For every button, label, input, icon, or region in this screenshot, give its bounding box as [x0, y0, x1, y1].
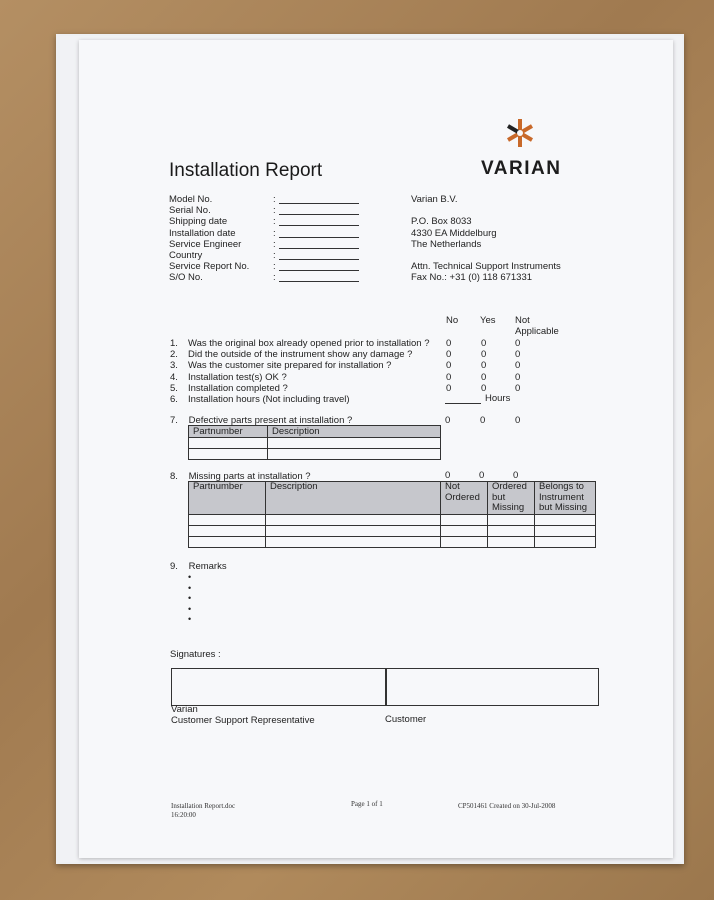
- list-item[interactable]: •: [188, 572, 192, 582]
- header-not-applicable-line2: Applicable: [515, 326, 559, 338]
- varian-logo-icon: [503, 116, 537, 150]
- option-mark[interactable]: 0: [445, 415, 451, 426]
- hours-fill-line[interactable]: [445, 403, 481, 404]
- question-item: [170, 360, 570, 371]
- question-number: 8.: [170, 471, 178, 482]
- table-cell[interactable]: [189, 449, 268, 460]
- question-text: Was the customer site prepared for installation ?: [188, 360, 392, 372]
- column-header-not-ordered: [441, 482, 488, 515]
- table-cell[interactable]: [266, 526, 441, 537]
- column-header-partnumber: Partnumber: [189, 426, 268, 438]
- option-mark[interactable]: 0: [446, 371, 452, 383]
- option-column-no: [446, 338, 451, 394]
- header-line: Not: [445, 481, 460, 492]
- address-company: Varian B.V.: [411, 194, 458, 205]
- option-mark[interactable]: 0: [481, 371, 487, 383]
- address-po-box: P.O. Box 8033: [411, 216, 472, 228]
- option-mark[interactable]: 0: [446, 338, 452, 349]
- company-address: [411, 194, 561, 284]
- table-cell[interactable]: [189, 526, 266, 537]
- table-cell[interactable]: [441, 526, 488, 537]
- question-number: 9.: [170, 561, 178, 572]
- table-cell[interactable]: [189, 438, 268, 449]
- table-cell[interactable]: [488, 515, 535, 526]
- header-line: Ordered: [445, 491, 480, 503]
- footer-filename: Installation Report.doc: [171, 802, 236, 810]
- field-label: Service Engineer: [169, 238, 242, 250]
- question-number: 1.: [170, 338, 178, 349]
- option-mark[interactable]: 0: [481, 360, 487, 372]
- address-fax: Fax No.: +31 (0) 118 671331: [411, 272, 533, 284]
- missing-parts-table: [188, 481, 596, 548]
- field-label: Country: [169, 249, 203, 261]
- option-mark[interactable]: 0: [515, 415, 521, 426]
- header-no: No: [446, 315, 459, 326]
- question-number: 5.: [170, 382, 178, 394]
- table-row: [189, 537, 596, 548]
- list-item[interactable]: •: [188, 614, 192, 625]
- fill-line[interactable]: [279, 203, 359, 204]
- signature-box-customer[interactable]: [385, 668, 599, 706]
- option-mark[interactable]: 0: [481, 338, 487, 349]
- column-header-partnumber: Partnumber: [189, 482, 266, 515]
- field-label: S/O No.: [169, 272, 203, 284]
- remarks-list: [188, 572, 191, 625]
- header-line: Ordered: [492, 481, 527, 492]
- question-item: [170, 338, 570, 349]
- question-text: Was the original box already opened prior to installation ?: [188, 338, 430, 349]
- option-mark[interactable]: 0: [515, 371, 521, 383]
- table-cell[interactable]: [441, 515, 488, 526]
- fill-line[interactable]: [279, 225, 359, 226]
- field-installation-date: Installation date :: [169, 228, 369, 239]
- field-label: Installation date: [169, 227, 236, 239]
- question-number: 4.: [170, 371, 178, 383]
- table-header-row: [189, 482, 596, 515]
- field-so-no: S/O No. :: [169, 272, 369, 283]
- remarks-heading: [170, 561, 227, 572]
- option-mark[interactable]: 0: [446, 360, 452, 372]
- option-mark[interactable]: 0: [515, 338, 521, 349]
- field-label: Serial No.: [169, 205, 211, 217]
- option-mark[interactable]: 0: [480, 415, 486, 426]
- question-number: 3.: [170, 360, 178, 372]
- option-column-yes: [481, 338, 486, 394]
- table-cell[interactable]: [189, 537, 266, 548]
- table-cell[interactable]: [266, 515, 441, 526]
- list-item[interactable]: •: [188, 593, 192, 604]
- header-line: Missing: [492, 502, 525, 514]
- table-row: [189, 515, 596, 526]
- column-header-description: Description: [268, 426, 441, 438]
- field-label: Shipping date: [169, 216, 228, 228]
- table-cell[interactable]: [535, 526, 596, 537]
- fill-line[interactable]: [279, 281, 359, 282]
- question-text: Missing parts at installation ?: [188, 471, 311, 482]
- table-row: [189, 438, 441, 449]
- address-country: The Netherlands: [411, 238, 482, 250]
- option-mark[interactable]: 0: [481, 382, 487, 394]
- option-mark[interactable]: 0: [446, 349, 452, 361]
- option-mark[interactable]: 0: [479, 470, 485, 481]
- footer-page-number: Page 1 of 1: [351, 800, 383, 808]
- header-line: but Missing: [539, 502, 588, 514]
- option-mark[interactable]: 0: [445, 470, 451, 481]
- footer-time: 16:20:00: [171, 810, 196, 819]
- table-cell[interactable]: [189, 515, 266, 526]
- column-header-ordered-but-missing: [488, 482, 535, 515]
- header-yes: Yes: [480, 315, 496, 326]
- defective-parts-table: [188, 425, 441, 460]
- field-label: Model No.: [169, 194, 213, 205]
- hours-label: Hours: [485, 393, 511, 404]
- question-number: 2.: [170, 349, 178, 361]
- question-text: Installation hours (Not including travel): [188, 393, 350, 405]
- signature-box-varian[interactable]: [171, 668, 387, 706]
- option-mark[interactable]: 0: [515, 360, 521, 372]
- signer-customer: Customer: [385, 714, 427, 725]
- table-cell[interactable]: [535, 537, 596, 548]
- question-text: Defective parts present at installation ?: [188, 415, 353, 426]
- fill-line[interactable]: [279, 237, 359, 238]
- table-header-row: [189, 426, 441, 438]
- header-line: Belongs to: [539, 481, 584, 492]
- header-not-applicable: [515, 315, 559, 337]
- signer-company: Varian: [171, 704, 198, 715]
- signer-varian: [171, 704, 315, 726]
- question-number: 7.: [170, 415, 178, 426]
- footer-file-info: [171, 802, 235, 819]
- option-mark[interactable]: 0: [481, 349, 487, 361]
- signatures-label: Signatures :: [170, 649, 221, 660]
- fill-line[interactable]: [279, 214, 359, 215]
- fill-line[interactable]: [279, 248, 359, 249]
- column-header-belongs-to-instrument: [535, 482, 596, 515]
- table-cell[interactable]: [488, 526, 535, 537]
- question-text: Installation completed ?: [188, 382, 288, 394]
- question-item: [170, 372, 570, 383]
- table-cell[interactable]: [268, 449, 441, 460]
- field-label: Service Report No.: [169, 261, 250, 273]
- question-item: [170, 349, 570, 360]
- question-number: 6.: [170, 393, 178, 405]
- fill-line[interactable]: [279, 259, 359, 260]
- brand-name: VARIAN: [481, 158, 562, 179]
- page-title: Installation Report: [169, 160, 323, 181]
- list-item[interactable]: •: [188, 582, 192, 593]
- address-attn: Attn. Technical Support Instruments: [411, 261, 561, 273]
- option-mark[interactable]: 0: [446, 382, 452, 394]
- field-service-report-no: Service Report No. :: [169, 261, 369, 272]
- table-row: [189, 526, 596, 537]
- field-model: Model No. :: [169, 194, 369, 205]
- fill-line[interactable]: [279, 270, 359, 271]
- field-service-engineer: Service Engineer :: [169, 239, 369, 250]
- option-column-not-applicable: [515, 338, 520, 394]
- header-fields: [169, 194, 369, 284]
- remarks-label: Remarks: [188, 561, 227, 572]
- field-shipping-date: Shipping date :: [169, 216, 369, 227]
- list-item[interactable]: •: [188, 603, 192, 614]
- column-header-description: Description: [266, 482, 441, 515]
- field-country: Country :: [169, 250, 369, 261]
- table-cell[interactable]: [441, 537, 488, 548]
- table-row: [189, 449, 441, 460]
- question-text: Did the outside of the instrument show any damage ?: [188, 349, 413, 361]
- header-line: Instrument: [539, 491, 584, 503]
- question-text: Installation test(s) OK ?: [188, 371, 287, 383]
- table-cell[interactable]: [488, 537, 535, 548]
- option-mark[interactable]: 0: [515, 349, 521, 361]
- address-city: 4330 EA Middelburg: [411, 227, 497, 239]
- header-line: but: [492, 491, 506, 503]
- header-not-applicable-line1: Not: [515, 315, 530, 326]
- signer-role: Customer Support Representative: [171, 715, 315, 727]
- table-cell[interactable]: [535, 515, 596, 526]
- table-cell[interactable]: [266, 537, 441, 548]
- table-cell[interactable]: [268, 438, 441, 449]
- option-mark[interactable]: 0: [513, 470, 519, 481]
- field-serial: Serial No. :: [169, 205, 369, 216]
- footer-document-code: CP501461 Created on 30-Jul-2008: [458, 802, 556, 810]
- option-mark[interactable]: 0: [515, 382, 521, 394]
